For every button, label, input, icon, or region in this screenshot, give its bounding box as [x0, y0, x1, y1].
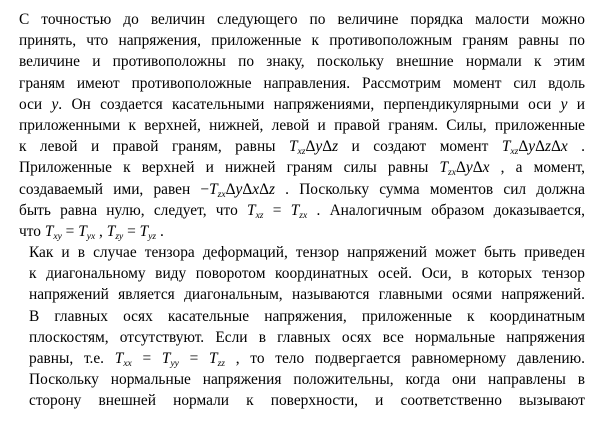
text-line: Приложенные к верхней и нижней граням силы равны $T_{zx}\Delta y\Delta x$ , а момент,	[19, 159, 585, 179]
text-line: к диагональному виду поворотом координатных осей. Оси, в которых тензор	[29, 265, 585, 283]
text-line: напряжений является диагональным, называются главными осями напряжений.	[29, 286, 585, 304]
document-page	[19, 9, 585, 412]
text-line: плоскостям, отсутствуют. Если в главных осях все нормальные напряжения	[29, 328, 585, 346]
text-line: оси y. Он создается касательными напряжениями, перпендикулярными оси y и	[19, 95, 585, 113]
text-line: Как и в случае тензора деформаций, тензор напряжений может быть приведен	[29, 244, 585, 262]
text-line: создаваемый ими, равен $-T_{zx}\Delta y\Delta x\Delta z$ . Поскольку сумма моментов сил должна	[19, 180, 585, 200]
text-line: граням имеют противоположные направления. Рассмотрим момент сил вдоль	[19, 74, 585, 92]
text-line: сторону внешней нормали к поверхности, и соответственно вызывают	[29, 392, 585, 410]
text-line: быть равна нулю, следует, что $T_{xz} = T_{zx}$ . Аналогичным образом доказывается,	[19, 201, 585, 221]
text-line: Поскольку нормальные напряжения положительны, когда они направлены в	[29, 371, 585, 389]
text-line: принять, что напряжения, приложенные к противоположным граням равны по	[19, 32, 585, 50]
text-line: В главных осях касательные напряжения, приложенные к координатным	[29, 307, 585, 325]
text-line: к левой и правой граням, равны $T_{xz}\Delta y\Delta z$ и создают момент $T_{xz}\Delta y\Delta z\Delta x$ .	[19, 138, 586, 158]
text-line: С точностью до величин следующего по величине порядка малости можно	[19, 11, 585, 28]
text-line: величине и противоположны по знаку, поскольку внешние нормали к этим	[19, 53, 585, 71]
paragraph-2	[19, 242, 585, 412]
paragraph-1	[19, 9, 585, 242]
text-line: приложенными к верхней, нижней, левой и правой граням. Силы, приложенные	[19, 116, 585, 134]
text-line: что $T_{xy} = T_{yx}$ , $T_{zy} = T_{yz}$ .	[19, 222, 164, 242]
text-line: равны, т.е. $T_{xx} = T_{yy} = T_{zz}$ , то тело подвергается равномерному давлению.	[29, 350, 585, 369]
